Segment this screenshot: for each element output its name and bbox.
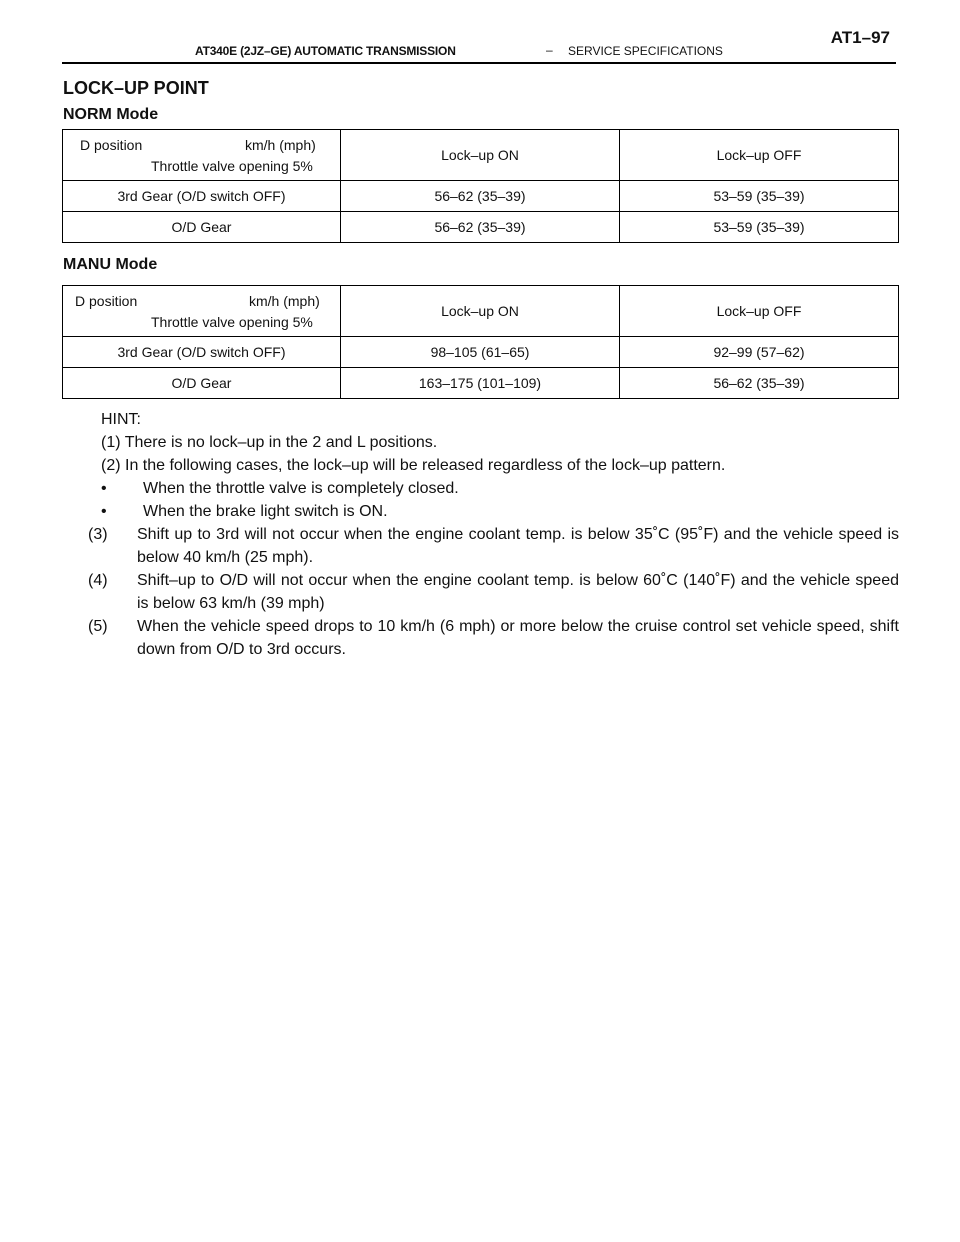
gear-cell: 3rd Gear (O/D switch OFF)	[63, 337, 341, 368]
bullet-icon: •	[101, 480, 107, 497]
page-header	[62, 24, 896, 64]
lockup-off-cell: 53–59 (35–39)	[620, 181, 899, 212]
throttle-label: Throttle valve opening 5%	[151, 158, 313, 174]
bullet-icon: •	[101, 503, 107, 520]
lockup-off-header: Lock–up OFF	[620, 130, 899, 181]
lockup-on-cell: 163–175 (101–109)	[341, 368, 620, 399]
header-condition-cell	[63, 130, 341, 181]
hint-item-2: (2) In the following cases, the lock–up will be released regardless of the lock–up pattern.	[101, 457, 726, 474]
norm-mode-heading: NORM Mode	[63, 106, 159, 123]
hint-section	[63, 408, 899, 661]
gear-cell: 3rd Gear (O/D switch OFF)	[63, 181, 341, 212]
lockup-on-cell: 98–105 (61–65)	[341, 337, 620, 368]
item-number: (5)	[88, 618, 108, 635]
hint-bullet-1	[63, 477, 899, 500]
section-title: SERVICE SPECIFICATIONS	[568, 44, 723, 58]
lockup-on-cell: 56–62 (35–39)	[341, 181, 620, 212]
header-condition-cell	[63, 286, 341, 337]
page-number: AT1–97	[830, 28, 890, 47]
lockup-off-cell: 92–99 (57–62)	[620, 337, 899, 368]
throttle-label: Throttle valve opening 5%	[151, 314, 313, 330]
document-title: AT340E (2JZ–GE) AUTOMATIC TRANSMISSION	[195, 44, 456, 58]
lockup-off-cell: 53–59 (35–39)	[620, 212, 899, 243]
table-header-row	[63, 286, 899, 337]
d-position-label: D position	[75, 293, 138, 309]
table-header-row	[63, 130, 899, 181]
unit-label: km/h (mph)	[245, 137, 316, 153]
norm-mode-table	[62, 129, 899, 243]
lockup-on-header: Lock–up ON	[341, 286, 620, 337]
lockup-off-header: Lock–up OFF	[620, 286, 899, 337]
item-number: (4)	[88, 572, 108, 589]
hint-item-4	[63, 569, 899, 615]
table-row	[63, 212, 899, 243]
table-row	[63, 368, 899, 399]
d-position-label: D position	[80, 137, 143, 153]
item-text: Shift–up to O/D will not occur when the engine coolant temp. is below 60˚C (140˚F) and the vehicle speed is below 63 km/h (39 mph)	[137, 572, 899, 612]
hint-bullet-2	[63, 500, 899, 523]
item-text: When the vehicle speed drops to 10 km/h (6 mph) or more below the cruise control set vehicle speed, shift down from O/D to 3rd occurs.	[137, 618, 899, 658]
bullet-text: When the brake light switch is ON.	[143, 503, 388, 520]
unit-label: km/h (mph)	[249, 293, 320, 309]
header-separator: –	[546, 43, 553, 57]
lockup-on-header: Lock–up ON	[341, 130, 620, 181]
hint-item-1: (1) There is no lock–up in the 2 and L positions.	[101, 434, 438, 451]
hint-item-3	[63, 523, 899, 569]
table-row	[63, 181, 899, 212]
gear-cell: O/D Gear	[63, 212, 341, 243]
lockup-off-cell: 56–62 (35–39)	[620, 368, 899, 399]
manu-mode-table	[62, 285, 899, 399]
hint-label: HINT:	[101, 411, 141, 428]
bullet-text: When the throttle valve is completely closed.	[143, 480, 459, 497]
gear-cell: O/D Gear	[63, 368, 341, 399]
item-text: Shift up to 3rd will not occur when the engine coolant temp. is below 35˚C (95˚F) and the vehicle speed is below 40 km/h (25 mph).	[137, 526, 899, 566]
table-row	[63, 337, 899, 368]
hint-item-5	[63, 615, 899, 661]
item-number: (3)	[88, 526, 108, 543]
manu-mode-heading: MANU Mode	[63, 256, 158, 273]
page-title: LOCK–UP POINT	[63, 78, 209, 98]
lockup-on-cell: 56–62 (35–39)	[341, 212, 620, 243]
